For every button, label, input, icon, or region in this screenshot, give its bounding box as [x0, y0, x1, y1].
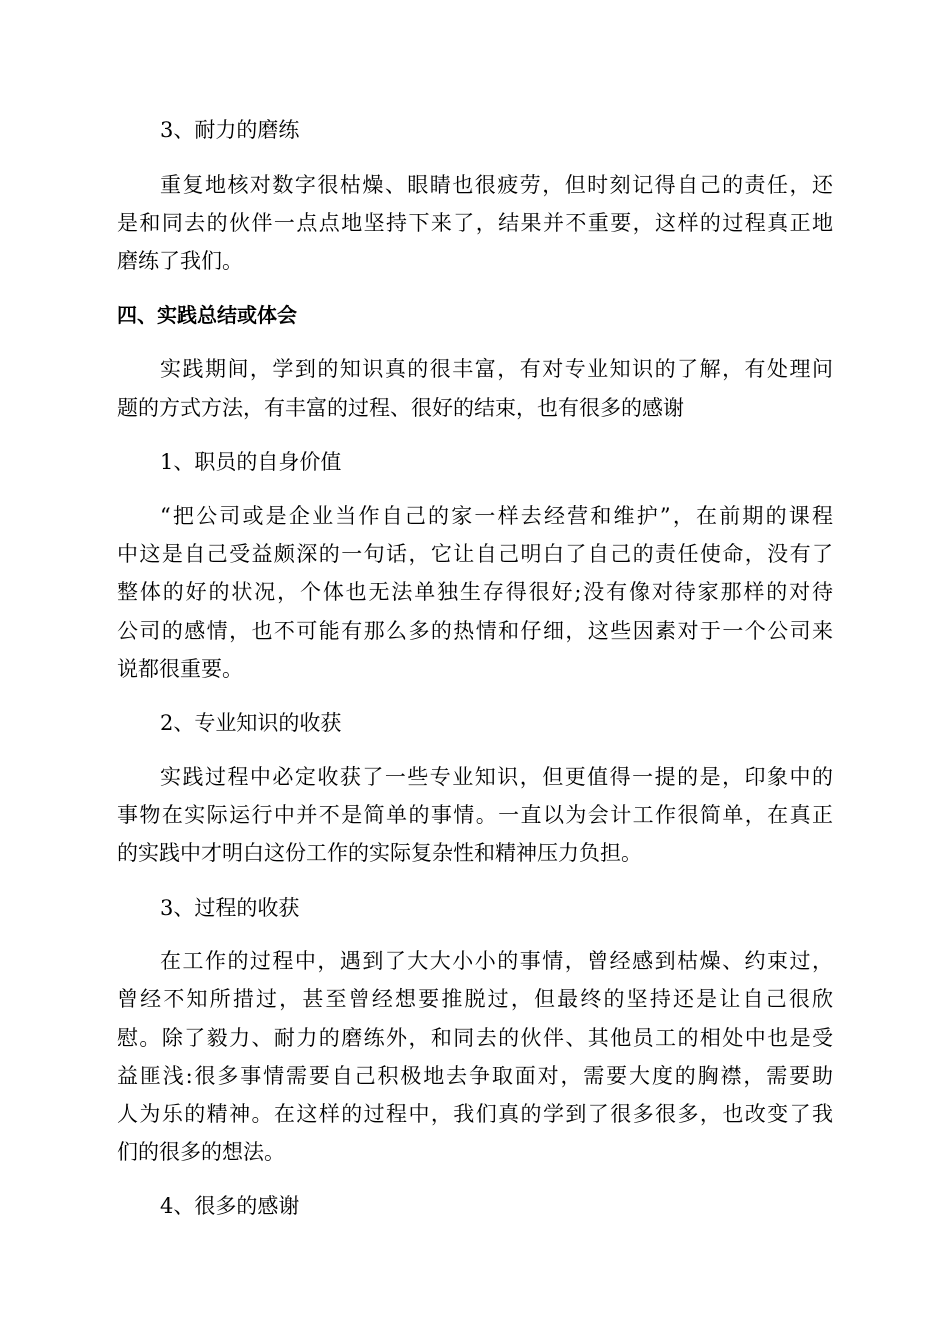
paragraph-line: 们的很多的想法。 — [117, 1140, 285, 1164]
paragraph-line: 人为乐的精神。在这样的过程中，我们真的学到了很多很多，也改变了我 — [117, 1102, 833, 1126]
subsection-title: 3、耐力的磨练 — [160, 118, 300, 142]
paragraph-line: 事物在实际运行中并不是简单的事情。一直以为会计工作很简单，在真正 — [117, 803, 833, 827]
subsection-title: 3、过程的收获 — [160, 896, 300, 920]
paragraph-line: 题的方式方法，有丰富的过程、很好的结束，也有很多的感谢 — [117, 396, 684, 420]
subsection-title: 1、职员的自身价值 — [160, 450, 342, 474]
paragraph-line: 实践过程中必定收获了一些专业知识，但更值得一提的是，印象中的 — [160, 765, 833, 789]
paragraph-line: 慰。除了毅力、耐力的磨练外，和同去的伙伴、其他员工的相处中也是受 — [117, 1026, 833, 1050]
paragraph-line: 磨练了我们。 — [117, 249, 243, 273]
paragraph-line: 公司的感情，也不可能有那么多的热情和仔细，这些因素对于一个公司来 — [117, 619, 833, 643]
paragraph-line: 整体的好的状况，个体也无法单独生存得很好;没有像对待家那样的对待 — [117, 580, 833, 604]
paragraph-line: 曾经不知所措过，甚至曾经想要推脱过，但最终的坚持还是让自己很欣 — [117, 987, 833, 1011]
paragraph-line: 益匪浅:很多事情需要自己积极地去争取面对，需要大度的胸襟，需要助 — [117, 1064, 833, 1088]
section-heading: 四、实践总结或体会 — [117, 303, 297, 327]
paragraph-line: 的实践中才明白这份工作的实际复杂性和精神压力负担。 — [117, 841, 642, 865]
subsection-title: 2、专业知识的收获 — [160, 711, 342, 735]
paragraph-line: 重复地核对数字很枯燥、眼睛也很疲劳，但时刻记得自己的责任，还 — [160, 173, 833, 197]
paragraph-line: 在工作的过程中，遇到了大大小小的事情，曾经感到枯燥、约束过， — [160, 949, 833, 973]
subsection-title: 4、很多的感谢 — [160, 1194, 300, 1218]
paragraph-line: 说都很重要。 — [117, 657, 243, 681]
paragraph-line: “把公司或是企业当作自己的家一样去经营和维护”，在前期的课程 — [160, 504, 833, 528]
paragraph-line: 中这是自己受益颇深的一句话，它让自己明白了自己的责任使命，没有了 — [117, 542, 833, 566]
paragraph-line: 是和同去的伙伴一点点地坚持下来了，结果并不重要，这样的过程真正地 — [117, 211, 833, 235]
paragraph-line: 实践期间，学到的知识真的很丰富，有对专业知识的了解，有处理问 — [160, 357, 833, 381]
